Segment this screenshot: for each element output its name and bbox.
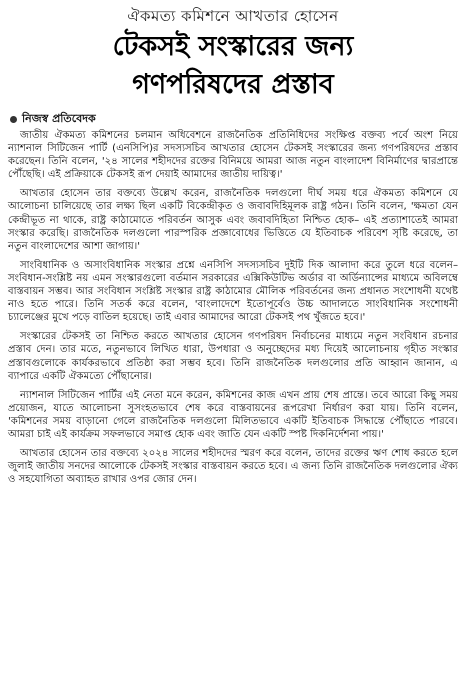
paragraph-6: আখতার হোসেন তার বক্তব্যে ২০২৪ সালের শহীদদের স্মরণ করে বলেন, তাদের রক্তের ঋণ শোধ করতে হলে জুলাই জাতীয় সনদের আলোকে টেকসই সংস্কার বাস্তবায়ন করতে হবে। এ জন্য তিনি রাজনৈতিক দলগুলোর ঐক্য ও সহযোগিতা অব্যাহত রাখার ওপর জোর দেন। <box>8 448 458 486</box>
paragraph-3: সাংবিধানিক ও অসাংবিধানিক সংস্কার প্রশ্নে এনসিপি সদস্যসচিব দুইটি দিক আলাদা করে তুলে ধরে বলেন– সংবিধান-সংশ্লিষ্ট নয় এমন সংস্কারগুলো বর্তমান সরকারের এক্সিকিউটিভ অর্ডার বা অর্ডিন্যান্সের মাধ্যমে অবিলম্বে বাস্তবায়ন সম্ভব। আর সংবিধান সংশ্লিষ্ট সংস্কার রাষ্ট্র কাঠামোর মৌলিক পরিবর্তনের জন্য প্রধানত সংশোধনী যথেষ্ট নাও হতে পারে। তিনি সতর্ক করে বলেন, 'বাংলাদেশে ইতোপূর্বেও উচ্চ আদালতে সাংবিধানিক সংশোধনী চ্যালেঞ্জের মুখে পড়ে বাতিল হয়েছে। তাই এবার আমাদের আরো টেকসই পথ খুঁজতে হবে।' <box>8 259 458 324</box>
article-body <box>8 129 458 486</box>
byline-text: নিজস্ব প্রতিবেদক <box>22 112 96 125</box>
byline <box>10 112 458 126</box>
bullet-icon <box>10 116 17 123</box>
paragraph-4: সংস্কারের টেকসই তা নিশ্চিত করতে আখতার হোসেন গণপরিষদ নির্বাচনের মাধ্যমে নতুন সংবিধান রচনার প্রস্তাব দেন। তার মতে, নতুনভাবে লিখিত ধারা, উপধারা ও অনুচ্ছেদের মধ্য দিয়েই আলোচনায় গৃহীত সংস্কার প্রস্তাবগুলোকে কার্যকরভাবে প্রতিষ্ঠা করা সম্ভব হবে। তিনি রাজনৈতিক দলগুলোর প্রতি আহ্বান জানান, এ ব্যাপারে একটি ঐকমত্যে পৌঁছানোর। <box>8 331 458 382</box>
paragraph-5: ন্যাশনাল সিটিজেন পার্টির এই নেতা মনে করেন, কমিশনের কাজ এখন প্রায় শেষ প্রান্তে। তবে আরো কিছু সময় প্রয়োজন, যাতে আলোচনা সুসংহতভাবে শেষ করে বাস্তবায়নের রূপরেখা নির্ধারণ করা যায়। তিনি বলেন, 'কমিশনের সময় বাড়ানো গেলে রাজনৈতিক দলগুলো মিলিতভাবে একটি ইতিবাচক সিদ্ধান্তে পৌঁছাতে পারবে। আমরা চাই এই কার্যক্রম সফলভাবে সমাপ্ত হোক এবং জাতি যেন একটি স্পষ্ট দিকনির্দেশনা পায়।' <box>8 389 458 440</box>
paragraph-2: আখতার হোসেন তার বক্তব্যে উল্লেখ করেন, রাজনৈতিক দলগুলো দীর্ঘ সময় ধরে ঐকমত্য কমিশনে যে আলোচনা চালিয়েছে তার লক্ষ্য ছিল একটি বিকেন্দ্রীকৃত ও জবাবদিহিমূলক রাষ্ট্র গঠন। তিনি বলেন, 'ক্ষমতা যেন কেন্দ্রীভূত না থাকে, রাষ্ট্র কাঠামোতে পরিবর্তন আসুক এবং জবাবদিহিতা নিশ্চিত হোক– এই প্রত্যাশাতেই আমরা সংস্কার করেছি। রাজনৈতিক দলগুলো পারস্পরিক প্রজ্ঞাবোধের ভিত্তিতে যে ইতিবাচক পরিবেশ সৃষ্টি করেছে, তা নতুন বাংলাদেশের আশা জাগায়।' <box>8 188 458 252</box>
paragraph-1: জাতীয় ঐকমত্য কমিশনের চলমান অধিবেশনে রাজনৈতিক প্রতিনিধিদের সংক্ষিপ্ত বক্তব্য পর্বে অংশ নিয়ে ন্যাশনাল সিটিজেন পার্টি (এনসিপি)র সদস্যসচিব আখতার হোসেন টেকসই সংস্কারের জন্য গণপরিষদের প্রস্তাব করেছেন। তিনি বলেন, '২৪ সালের শহীদদের রক্তের বিনিময়ে আমরা আজ নতুন বাংলাদেশ বিনির্মাণের দ্বারপ্রান্তে পৌঁছেছি। এই প্রক্রিয়াকে টেকসই রূপ দেয়াই আমাদের জাতীয় দায়িত্ব।' <box>8 130 458 181</box>
article-kicker: ঐকমত্য কমিশনে আখতার হোসেন <box>127 7 339 25</box>
headline-line-2: গণপরিষদের প্রস্তাব <box>132 69 334 100</box>
headline-line-1: টেকসই সংস্কারের জন্য <box>112 31 354 62</box>
